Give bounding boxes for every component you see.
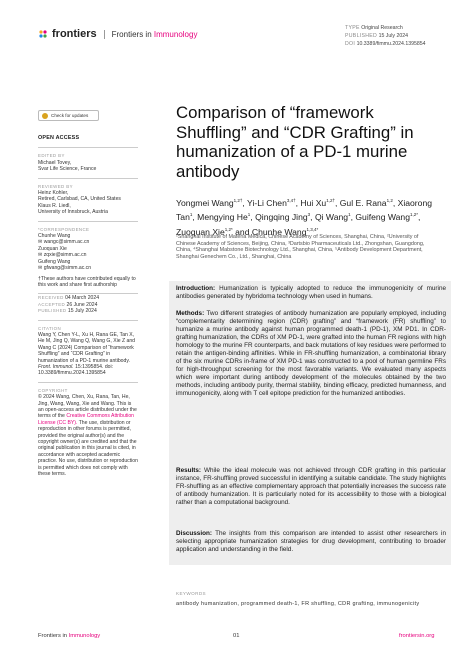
author-name[interactable]: Xiaorong Tan$^1$ (176, 197, 433, 223)
divider (38, 320, 138, 321)
footer-site-link[interactable]: frontiersin.org (399, 633, 435, 639)
edited-by-heading: EDITED BY (38, 153, 65, 159)
article-type: Original Research (361, 25, 403, 31)
email-link[interactable]: ✉ zqxie@simm.ac.cn (38, 252, 87, 259)
divider (38, 147, 138, 148)
keywords-heading: KEYWORDS (176, 591, 206, 596)
reviewed-by-heading: REVIEWED BY (38, 183, 73, 189)
editor-name: Michael Tovey, (38, 159, 72, 166)
abstract-results: Results: While the ideal molecule was not achieved through CDR grafting in this particular instance, FR-shuffling proved successful in identifying a suitable candidate. The study highlights FR-shuffling as an effective complementary approach that potentially increases the success rate of antibody humanization. It is particularly noted for its accessibility to those with a biological rather than a computational background. (176, 467, 447, 507)
author-name[interactable]: Mengying He$^1$ (197, 212, 251, 223)
abstract-introduction: Introduction: Humanization is typically adopted to reduce the immunogenicity of murine antibodies generated by hybridoma technology when used in humans. (176, 285, 447, 301)
correspondent-name: Guifeng Wang (38, 258, 71, 265)
check-updates-label: Check for updates (51, 113, 89, 118)
article-title: Comparison of “framework Shuffling” and “CDR Grafting” in humanization of a PD-1 murine antibody (176, 103, 414, 181)
email-link[interactable]: ✉ gfwang@simm.ac.cn (38, 265, 92, 272)
divider (38, 221, 138, 222)
doi: 10.3389/fimmu.2024.1395854 (356, 41, 426, 47)
open-access-label: OPEN ACCESS (38, 135, 80, 141)
abstract-methods: Methods: Two different strategies of antibody humanization are popularly employed, including “complementarity determining region (CDR) grafting” and “framework (FR) shuffling” to humanize a murine antibody against human programmed death-1 (PD-1), XM PD1. In CDR-grafting humanization, the CDRs of XM PD-1, were grafted into the human FR regions with high homology to the murine FR counterparts, and back mutations of key residues were performed to retain the antigen-binding affinities. While in FR-shuffling humanization, a combinatorial library of the six murine CDRs in-frame of XM PD-1 was constructed to a pool of human germline FRs for high-throughput screening for the most favorable variants. We evaluated many aspects which were important during antibody development of the molecules obtained by the two methods, including antibody purity, thermal stability, binding efficacy, predicted humanness, and immunogenicity, along with T cell epitope prediction for the humanized antibodies. (176, 310, 446, 398)
copyright-heading: COPYRIGHT (38, 387, 68, 393)
correspondence-heading: *CORRESPONDENCE (38, 226, 90, 232)
header-divider (104, 30, 105, 39)
author-name[interactable]: Yi-Li Chen$^{3,4\dagger}$ (247, 197, 296, 208)
correspondent-name: Chunhe Wang (38, 233, 71, 240)
citation-text: Wang Y, Chen Y-L, Xu H, Rana GE, Tan X, He M, Jing Q, Wang Q, Wang G, Xie Z and Wang C (2024) Comparison of “framework Shuffling” and “CDR Grafting” in humanization of a PD-1 murine antibody. Front. Immunol. 15:1395854. doi: 10.3389/fimmu.2024.1395854 (38, 331, 136, 377)
date-row: ACCEPTED 26 June 2024 (38, 301, 98, 308)
author-name[interactable]: Yongmei Wang$^{1,2\dagger}$ (176, 197, 243, 208)
brand-name: frontiers (52, 28, 97, 40)
author-name[interactable]: Hui $Xu^{1,2\dagger}$ (300, 197, 335, 208)
citation-heading: CITATION (38, 325, 62, 331)
author-name[interactable]: Qi Wang$^1$ (314, 212, 351, 223)
article-meta: TYPE Original Research PUBLISHED 15 July 2024 DOI 10.3389/fimmu.2024.1395854 (345, 25, 426, 47)
author-list: Yongmei Wang$^{1,2\dagger}$, Yi-Li Chen$^{3,4\dagger}$, Hui $Xu^{1,2\dagger}$, Gul E. Rana$^{1,2}$, Xiaorong Tan$^1$, Mengying He$^1$, Qingqing Jing$^3$, Qi Wang$^1$, Guifeng Wang$^{1,2*}$, Zuoquan Xie$^{1,2*}$ and Chunhe Wang$^{1,3,4*}$ (176, 197, 433, 237)
email-link[interactable]: ✉ wangc@simm.ac.cn (38, 239, 90, 246)
correspondent-name: Zuoquan Xie (38, 245, 67, 252)
check-for-updates-button[interactable] (38, 110, 99, 121)
divider (38, 178, 138, 179)
journal-title[interactable]: Frontiers in Immunology (111, 29, 198, 39)
author-name[interactable]: Qingqing Jing$^3$ (255, 212, 311, 223)
author-name[interactable]: Zuoquan Xie$^{1,2*}$ (176, 226, 233, 237)
reviewer-name: Heinz Kohler, (38, 190, 69, 197)
affiliations: ¹Shanghai Institute of Materia Medica, Chinese Academy of Sciences, Shanghai, China, ²University of Chinese Academy of Sciences, Beijing, China, ³Dartsbio Pharmaceuticals Ltd., Zhongshan, Guangdong, China, ⁴Shanghai Mabstone Biotechnology Ltd., Shanghai, China, ⁵Antibody Development Department, Shanghai Genechem Co., Ltd., Shanghai, China (176, 234, 425, 261)
contribution-note: †These authors have contributed equally to this work and share first authorship (38, 275, 136, 288)
footer-journal: Frontiers in Immunology (38, 633, 101, 639)
divider (38, 293, 138, 294)
published-date: 15 July 2024 (378, 33, 408, 39)
reviewer-affiliation: University of Innsbruck, Austria (38, 209, 108, 216)
reviewer-affiliation: Retired, Carlsbad, CA, United States (38, 196, 121, 203)
date-row: PUBLISHED 15 July 2024 (38, 308, 97, 315)
journal-header (38, 28, 197, 40)
author-name[interactable]: Gul E. Rana$^{1,2}$ (339, 197, 393, 208)
divider (38, 382, 138, 383)
license-link[interactable]: Creative Commons Attribution License (CC BY). (38, 413, 134, 426)
editor-affiliation: Svar Life Science, France (38, 166, 97, 173)
copyright-text: © 2024 Wang, Chen, Xu, Rana, Tan, He, Jing, Wang, Wang, Xie and Wang. This is an open-access article distributed under the terms of the Creative Commons Attribution License (CC BY). The use, distribution or reproduction in other forums is permitted, provided the original author(s) and the copyright owner(s) are credited and that the original publication in this journal is cited, in accordance with accepted academic practice. No use, distribution or reproduction is permitted which does not comply with these terms. (38, 394, 138, 478)
abstract-discussion: Discussion: The insights from this comparison are intended to assist other researchers in selecting appropriate humanization strategies for drug development, contributing to broader application and understanding in the field. (176, 530, 446, 554)
author-name[interactable]: Chunhe Wang$^{1,3,4*}$ (251, 226, 319, 237)
check-updates-icon (42, 113, 48, 119)
date-row: RECEIVED 04 March 2024 (38, 295, 100, 302)
reviewer-name: Klaus R. Liedl, (38, 202, 71, 209)
article-info-sidebar (38, 135, 138, 477)
page-number: 01 (233, 633, 240, 639)
keywords: antibody humanization, programmed death-1, FR shuffling, CDR grafting, immunogenicity (176, 601, 420, 607)
author-name[interactable]: Guifeng Wang$^{1,2*}$ (355, 212, 419, 223)
frontiers-logo-icon (38, 29, 48, 39)
